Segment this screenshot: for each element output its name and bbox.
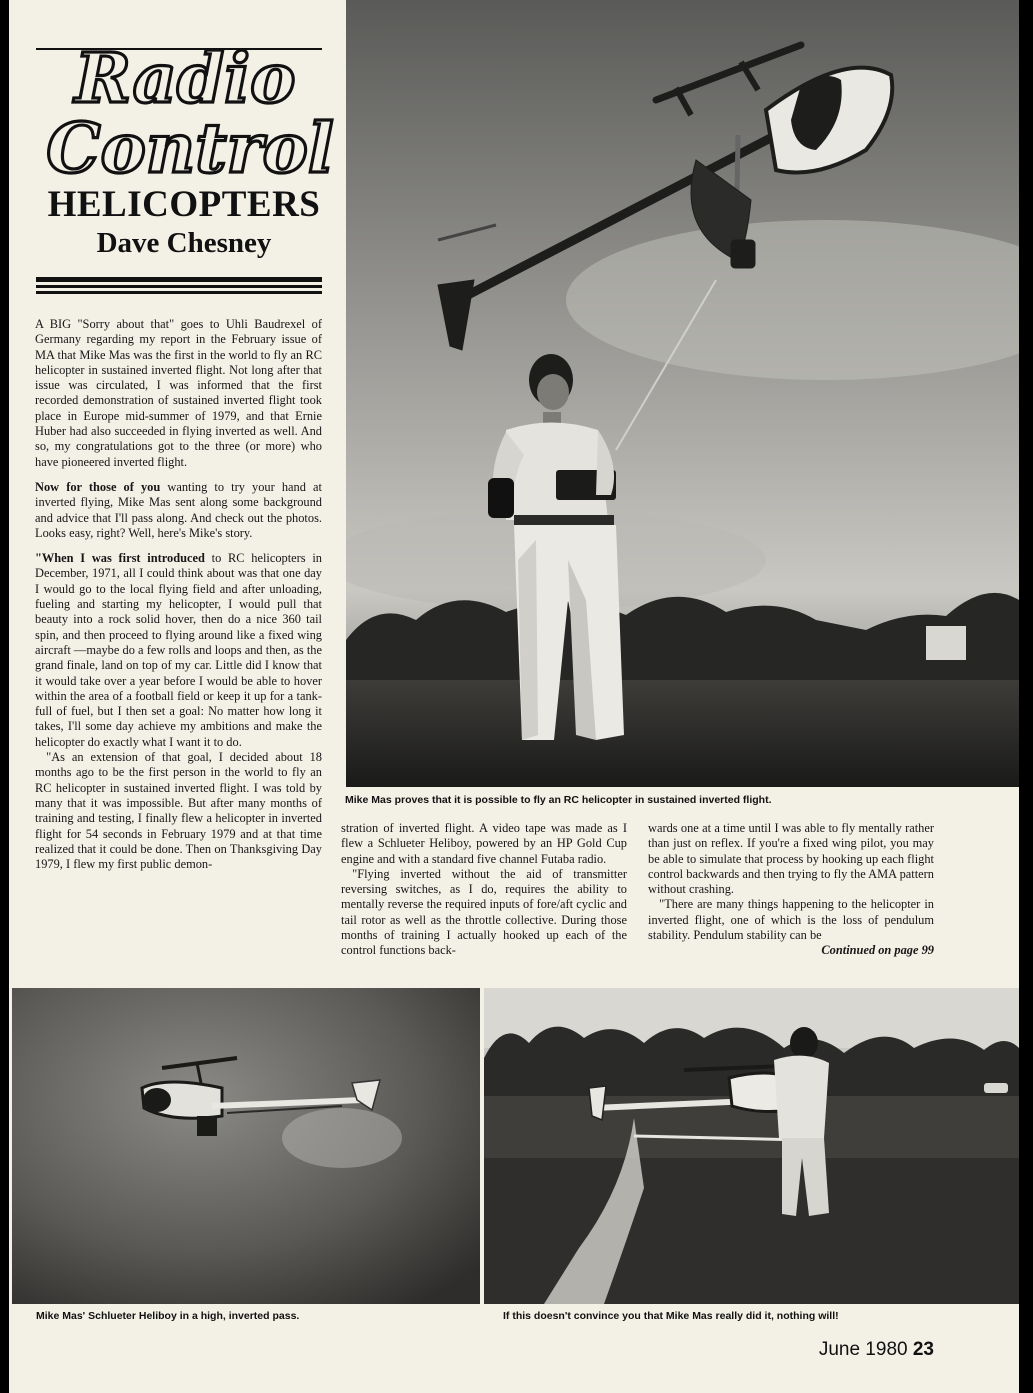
caption-bottom-left: Mike Mas' Schlueter Heliboy in a high, inverted pass. [36,1310,300,1322]
photo-main-inverted-flight [346,0,1019,787]
article-column-2 [341,821,627,959]
paragraph: "There are many things happening to the helicopter in inverted flight, one of which is the loss of pendulum stability. Pendulum stability can be [648,897,934,943]
paragraph: stration of inverted flight. A video tape was made as I flew a Schlueter Heliboy, powered by an HP Gold Cup engine and with a standard five channel Futaba radio. [341,821,627,866]
caption-bottom-right: If this doesn't convince you that Mike Mas really did it, nothing will! [503,1310,839,1322]
article-column-3 [648,821,934,959]
continued-note: Continued on page 99 [821,943,934,958]
photo-low-pass-near-pilot [484,988,1019,1304]
issue-date: June 1980 [818,1339,908,1360]
paragraph: "As an extension of that goal, I decided about 18 months ago to be the first person in the world to fly an RC helicopter in sustained inverted flight. I was told by many that it was impossible. But after many months of training and testing, I finally flew a helicopter in inverted flight for 54 seconds in February 1979 and at that time realized that it could be done. Then on Thanksgiving Day 1979, I flew my first public demon- [35,750,322,872]
radio-control-logo [35,44,335,184]
title-line1: Radio [74,44,296,119]
page-footer [819,1339,934,1361]
paragraph: wards one at a time until I was able to fly mentally rather than just on reflex. If you're a fixed wing pilot, you may be able to simulate that process by hooking up each flight control backwards and then trying to fly the AMA pattern without crashing. [648,821,934,897]
lead-in: "When I was first introduced [35,551,205,566]
caption-main-photo: Mike Mas proves that it is possible to fly an RC helicopter in sustained inverted flight. [345,794,772,806]
header-bar-3 [36,291,322,294]
lead-in: Now for those of you [35,479,161,494]
magazine-page [9,0,1019,1393]
page-number: 23 [912,1339,934,1360]
paragraph: "Flying inverted without the aid of transmitter reversing switches, as I do, requires the ability to mentally reverse the required inputs of fore/aft cyclic and tail rotor as well as the throttle collective. During those months of training I actually hooked up each of the control functions back- [341,866,627,958]
photo-high-inverted-pass [12,988,480,1304]
header-bar-2 [36,285,322,288]
paragraph: "When I was first introduced to RC helicopters in December, 1971, all I could think about was that one day I would go to the local flying field and after unloading, fueling and starting my helicopter, I would pull that beauty into a rock solid hover, then do a nice 360 tail spin, and then proceed to flying around like a fixed wing aircraft —maybe do a few rolls and loops and then, as the grand finale, land on top of my car. Little did I know that it would take over a year before I would be able to hover within the area of a football field or keep it up for a tank-full of fuel, but I then set a goal: No matter how long it takes, I'll some day achieve my ambitions and make the helicopter do exactly what I want it to do. [35,551,322,749]
paragraph: Now for those of you wanting to try your hand at inverted flying, Mike Mas sent along some background and advice that I'll pass along. And check out the photos. Looks easy, right? Well, here's Mike's story. [35,479,323,540]
paragraph: A BIG "Sorry about that" goes to Uhli Baudrexel of Germany regarding my report in the February issue of MA that Mike Mas was the first in the world to fly an RC helicopter in sustained inverted flight. Not long after that issue was circulated, I was informed that the first recorded demonstration of sustained inverted flight took place in Europe mid-summer of 1979, and that Ernie Huber had also succeeded in flying inverted as well. And so, my congratulations got to the three (or more) who have pioneered inverted flight. [35,317,322,469]
header-bar-1 [36,277,322,282]
title-line2: Control [46,109,334,184]
author-name: Dave Chesney [96,227,272,259]
section-title: HELICOPTERS [47,184,321,225]
article-column-1 [35,317,322,872]
